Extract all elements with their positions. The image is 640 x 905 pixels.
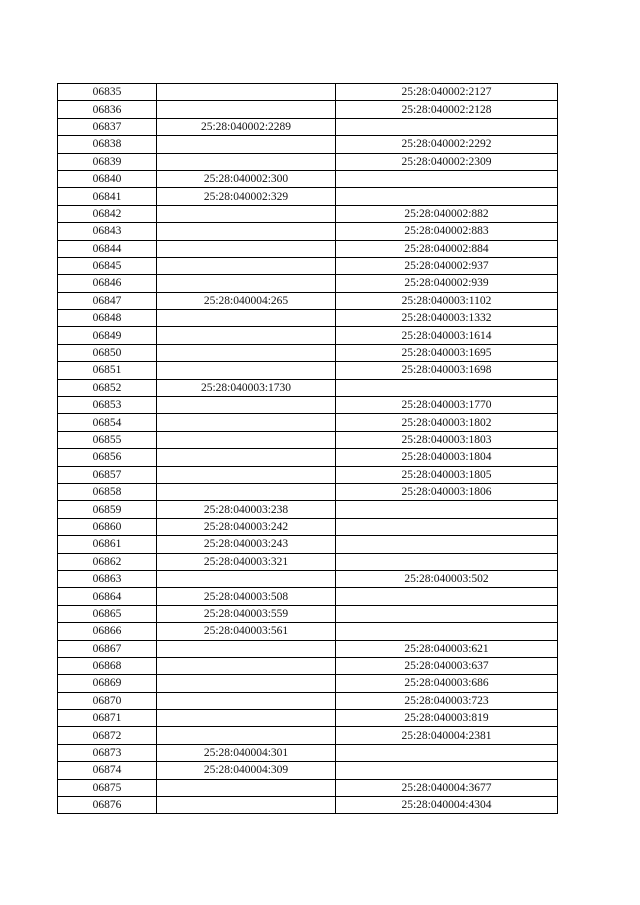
cadastral-number-b-cell: 25:28:040003:1805 [336, 466, 558, 483]
cadastral-number-a-cell [157, 449, 336, 466]
cadastral-number-b-cell: 25:28:040002:939 [336, 275, 558, 292]
row-number-cell: 06839 [58, 153, 157, 170]
cadastral-number-b-cell [336, 762, 558, 779]
row-number-cell: 06873 [58, 744, 157, 761]
table-row [58, 797, 558, 814]
cadastral-number-b-cell: 25:28:040003:621 [336, 640, 558, 657]
cadastral-number-b-cell: 25:28:040003:1806 [336, 483, 558, 500]
cadastral-number-a-cell: 25:28:040004:301 [157, 744, 336, 761]
cadastral-number-b-cell: 25:28:040003:723 [336, 692, 558, 709]
table-row [58, 118, 558, 135]
cadastral-number-a-cell: 25:28:040003:508 [157, 588, 336, 605]
table-row [58, 623, 558, 640]
row-number-cell: 06848 [58, 310, 157, 327]
cadastral-number-a-cell [157, 257, 336, 274]
row-number-cell: 06863 [58, 570, 157, 587]
cadastral-number-a-cell [157, 153, 336, 170]
table-row [58, 362, 558, 379]
table-row [58, 605, 558, 622]
table-row [58, 240, 558, 257]
table-row [58, 501, 558, 518]
table-row [58, 188, 558, 205]
cadastral-number-b-cell: 25:28:040003:1770 [336, 397, 558, 414]
table-row [58, 727, 558, 744]
cadastral-number-a-cell [157, 640, 336, 657]
cadastral-number-a-cell [157, 797, 336, 814]
cadastral-number-a-cell [157, 710, 336, 727]
table-row [58, 744, 558, 761]
row-number-cell: 06857 [58, 466, 157, 483]
cadastral-number-b-cell [336, 605, 558, 622]
cadastral-number-a-cell [157, 223, 336, 240]
cadastral-number-b-cell: 25:28:040003:637 [336, 657, 558, 674]
cadastral-number-b-cell [336, 623, 558, 640]
row-number-cell: 06851 [58, 362, 157, 379]
cadastral-number-b-cell: 25:28:040003:819 [336, 710, 558, 727]
cadastral-number-b-cell: 25:28:040003:686 [336, 675, 558, 692]
table-row [58, 205, 558, 222]
row-number-cell: 06841 [58, 188, 157, 205]
table-row [58, 779, 558, 796]
cadastral-number-b-cell [336, 553, 558, 570]
row-number-cell: 06872 [58, 727, 157, 744]
cadastral-number-b-cell: 25:28:040002:937 [336, 257, 558, 274]
table-row [58, 762, 558, 779]
cadastral-number-b-cell: 25:28:040003:1102 [336, 292, 558, 309]
table-row [58, 170, 558, 187]
cadastral-number-a-cell [157, 414, 336, 431]
cadastral-number-a-cell [157, 397, 336, 414]
row-number-cell: 06853 [58, 397, 157, 414]
cadastral-number-a-cell [157, 327, 336, 344]
row-number-cell: 06852 [58, 379, 157, 396]
cadastral-number-b-cell: 25:28:040003:1803 [336, 431, 558, 448]
table-row [58, 397, 558, 414]
cadastral-number-a-cell [157, 275, 336, 292]
cadastral-number-b-cell: 25:28:040004:4304 [336, 797, 558, 814]
cadastral-number-a-cell: 25:28:040002:300 [157, 170, 336, 187]
row-number-cell: 06840 [58, 170, 157, 187]
cadastral-number-a-cell [157, 727, 336, 744]
cadastral-number-a-cell [157, 205, 336, 222]
cadastral-number-a-cell [157, 101, 336, 118]
table-row [58, 84, 558, 101]
cadastral-number-a-cell: 25:28:040004:309 [157, 762, 336, 779]
row-number-cell: 06874 [58, 762, 157, 779]
cadastral-number-a-cell: 25:28:040003:238 [157, 501, 336, 518]
row-number-cell: 06876 [58, 797, 157, 814]
cadastral-number-a-cell: 25:28:040003:321 [157, 553, 336, 570]
cadastral-number-a-cell: 25:28:040002:2289 [157, 118, 336, 135]
row-number-cell: 06869 [58, 675, 157, 692]
table-row [58, 136, 558, 153]
cadastral-number-b-cell [336, 118, 558, 135]
table-row [58, 640, 558, 657]
cadastral-number-b-cell: 25:28:040003:1614 [336, 327, 558, 344]
cadastral-number-b-cell: 25:28:040002:882 [336, 205, 558, 222]
row-number-cell: 06875 [58, 779, 157, 796]
cadastral-number-b-cell: 25:28:040002:883 [336, 223, 558, 240]
table-row [58, 553, 558, 570]
cadastral-number-b-cell [336, 744, 558, 761]
cadastral-number-a-cell [157, 240, 336, 257]
row-number-cell: 06843 [58, 223, 157, 240]
row-number-cell: 06842 [58, 205, 157, 222]
cadastral-number-b-cell [336, 536, 558, 553]
cadastral-number-a-cell [157, 466, 336, 483]
table-row [58, 223, 558, 240]
cadastral-number-b-cell [336, 379, 558, 396]
table-row [58, 710, 558, 727]
table-row [58, 518, 558, 535]
table-row [58, 657, 558, 674]
cadastral-number-a-cell [157, 657, 336, 674]
table-row [58, 536, 558, 553]
cadastral-number-a-cell: 25:28:040003:559 [157, 605, 336, 622]
row-number-cell: 06861 [58, 536, 157, 553]
cadastral-number-b-cell: 25:28:040003:1802 [336, 414, 558, 431]
cadastral-number-a-cell [157, 84, 336, 101]
row-number-cell: 06865 [58, 605, 157, 622]
cadastral-number-a-cell [157, 675, 336, 692]
row-number-cell: 06864 [58, 588, 157, 605]
cadastral-number-a-cell: 25:28:040003:1730 [157, 379, 336, 396]
cadastral-number-b-cell: 25:28:040002:2309 [336, 153, 558, 170]
table-row [58, 257, 558, 274]
cadastral-table [57, 83, 558, 814]
row-number-cell: 06856 [58, 449, 157, 466]
row-number-cell: 06862 [58, 553, 157, 570]
row-number-cell: 06858 [58, 483, 157, 500]
table-row [58, 675, 558, 692]
table-row [58, 101, 558, 118]
cadastral-number-b-cell [336, 501, 558, 518]
cadastral-number-b-cell [336, 170, 558, 187]
cadastral-number-b-cell: 25:28:040004:3677 [336, 779, 558, 796]
table-row [58, 153, 558, 170]
row-number-cell: 06859 [58, 501, 157, 518]
cadastral-number-a-cell [157, 431, 336, 448]
row-number-cell: 06836 [58, 101, 157, 118]
cadastral-number-a-cell: 25:28:040003:242 [157, 518, 336, 535]
row-number-cell: 06846 [58, 275, 157, 292]
cadastral-number-a-cell: 25:28:040004:265 [157, 292, 336, 309]
cadastral-number-b-cell: 25:28:040003:1804 [336, 449, 558, 466]
row-number-cell: 06867 [58, 640, 157, 657]
row-number-cell: 06835 [58, 84, 157, 101]
cadastral-number-b-cell [336, 588, 558, 605]
row-number-cell: 06870 [58, 692, 157, 709]
table-row [58, 449, 558, 466]
cadastral-number-a-cell [157, 692, 336, 709]
table-row [58, 588, 558, 605]
cadastral-number-b-cell: 25:28:040003:1695 [336, 344, 558, 361]
cadastral-number-b-cell: 25:28:040002:2292 [336, 136, 558, 153]
row-number-cell: 06860 [58, 518, 157, 535]
row-number-cell: 06847 [58, 292, 157, 309]
cadastral-number-a-cell [157, 362, 336, 379]
cadastral-number-a-cell: 25:28:040003:561 [157, 623, 336, 640]
cadastral-number-b-cell [336, 518, 558, 535]
cadastral-number-a-cell [157, 570, 336, 587]
cadastral-number-b-cell: 25:28:040004:2381 [336, 727, 558, 744]
cadastral-number-b-cell: 25:28:040002:884 [336, 240, 558, 257]
table-row [58, 292, 558, 309]
table-row [58, 483, 558, 500]
cadastral-number-b-cell [336, 188, 558, 205]
table-row [58, 379, 558, 396]
cadastral-number-a-cell: 25:28:040003:243 [157, 536, 336, 553]
table-row [58, 327, 558, 344]
cadastral-number-a-cell [157, 779, 336, 796]
cadastral-number-a-cell [157, 344, 336, 361]
table-row [58, 275, 558, 292]
table-row [58, 344, 558, 361]
row-number-cell: 06844 [58, 240, 157, 257]
row-number-cell: 06868 [58, 657, 157, 674]
row-number-cell: 06849 [58, 327, 157, 344]
row-number-cell: 06837 [58, 118, 157, 135]
cadastral-number-b-cell: 25:28:040002:2127 [336, 84, 558, 101]
cadastral-number-b-cell: 25:28:040003:1332 [336, 310, 558, 327]
cadastral-number-a-cell [157, 310, 336, 327]
row-number-cell: 06845 [58, 257, 157, 274]
row-number-cell: 06866 [58, 623, 157, 640]
table-row [58, 310, 558, 327]
cadastral-number-b-cell: 25:28:040003:1698 [336, 362, 558, 379]
row-number-cell: 06850 [58, 344, 157, 361]
row-number-cell: 06838 [58, 136, 157, 153]
cadastral-number-a-cell: 25:28:040002:329 [157, 188, 336, 205]
table-row [58, 692, 558, 709]
table-row [58, 414, 558, 431]
cadastral-number-b-cell: 25:28:040003:502 [336, 570, 558, 587]
cadastral-number-a-cell [157, 136, 336, 153]
row-number-cell: 06855 [58, 431, 157, 448]
table-row [58, 570, 558, 587]
table-body [58, 84, 558, 814]
row-number-cell: 06854 [58, 414, 157, 431]
table-row [58, 466, 558, 483]
table-row [58, 431, 558, 448]
cadastral-number-a-cell [157, 483, 336, 500]
row-number-cell: 06871 [58, 710, 157, 727]
cadastral-number-b-cell: 25:28:040002:2128 [336, 101, 558, 118]
